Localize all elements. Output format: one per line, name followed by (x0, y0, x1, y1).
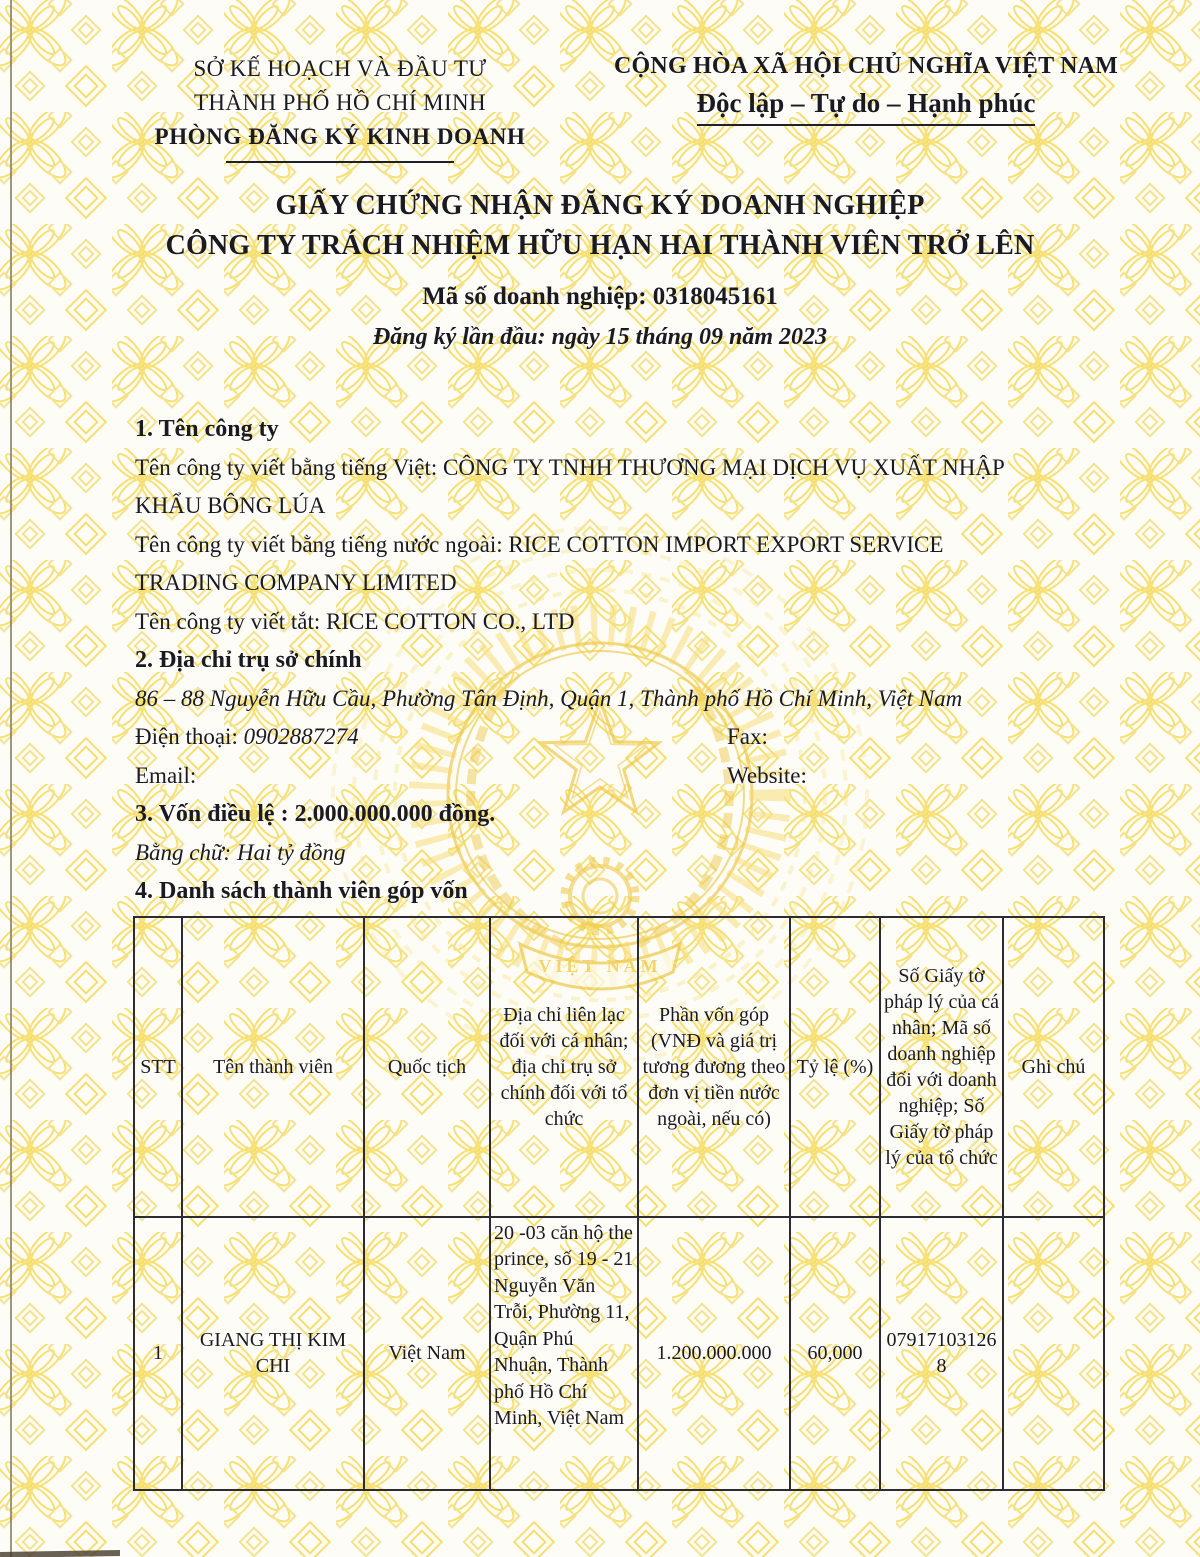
member-nationality: Việt Nam (364, 1217, 490, 1490)
certificate-title-block (0, 186, 1200, 351)
company-name-short-label: Tên công ty viết tắt: (135, 608, 326, 634)
company-name-foreign-label: Tên công ty viết bằng tiếng nước ngoài: (135, 531, 509, 557)
certificate-title-line2: CÔNG TY TRÁCH NHIỆM HỮU HẠN HAI THÀNH VIÊN TRỞ LÊN (165, 230, 1035, 261)
motto-underline (697, 124, 1035, 126)
national-title: CỘNG HÒA XÃ HỘI CHỦ NGHĨA VIỆT NAM (614, 53, 1118, 79)
national-motto: Độc lập – Tự do – Hạnh phúc (696, 88, 1036, 118)
company-name-vietnamese (135, 449, 1017, 526)
charter-capital-value: 2.000.000.000 đồng. (294, 801, 496, 827)
section1-heading: 1. Tên công ty (135, 416, 279, 442)
members-table-header-row (134, 917, 1104, 1217)
email-website-row (135, 757, 1017, 796)
issuer-city: THÀNH PHỐ HỒ CHÍ MINH (193, 90, 487, 115)
member-stt: 1 (134, 1217, 182, 1490)
phone-value: 0902887274 (243, 724, 359, 749)
issuing-authority-block (138, 52, 542, 163)
member-capital: 1.200.000.000 (638, 1217, 790, 1490)
member-legal-id: 079171031268 (880, 1217, 1003, 1490)
col-header-stt: STT (134, 917, 182, 1217)
member-notes (1003, 1217, 1104, 1490)
head-office-address: 86 – 88 Nguyễn Hữu Cầu, Phường Tân Định, Quận 1, Thành phố Hồ Chí Minh, Việt Nam (135, 685, 963, 711)
col-header-notes: Ghi chú (1003, 917, 1104, 1217)
email-label: Email: (135, 762, 197, 788)
charter-capital-label: 3. Vốn điều lệ : (135, 801, 295, 827)
scan-corner-shadow (0, 1550, 120, 1557)
website-label: Website: (727, 762, 807, 788)
certificate-title-line1: GIẤY CHỨNG NHẬN ĐĂNG KÝ DOANH NGHIỆP (275, 190, 925, 221)
fax-label: Fax: (727, 724, 768, 749)
certificate-body (135, 410, 1105, 1491)
col-header-capital-contribution: Phần vốn góp (VNĐ và giá trị tương đương theo đơn vị tiền nước ngoài, nếu có) (638, 917, 790, 1217)
company-name-short-value: RICE COTTON CO., LTD (325, 608, 575, 634)
col-header-contact-address: Địa chỉ liên lạc đối với cá nhân; địa chỉ trụ sở chính đối với tổ chức (490, 917, 638, 1217)
phone-fax-row (135, 718, 1017, 757)
company-name-foreign (135, 526, 1017, 603)
section2-heading: 2. Địa chỉ trụ sở chính (135, 647, 362, 673)
emblem-ribbon-label: VIỆT NAM (538, 956, 662, 976)
col-header-nationality: Quốc tịch (364, 917, 490, 1217)
first-registration-date: Đăng ký lần đầu: ngày 15 tháng 09 năm 2023 (372, 324, 828, 350)
issuer-department: SỞ KẾ HOẠCH VÀ ĐẦU TƯ (193, 56, 487, 81)
section4-heading: 4. Danh sách thành viên góp vốn (135, 878, 468, 904)
company-name-vi-value: CÔNG TY TNHH THƯƠNG MẠI DỊCH VỤ XUẤT NHẬP KHẨU BÔNG LÚA (135, 454, 1004, 518)
company-name-short (135, 603, 1017, 642)
enterprise-code: Mã số doanh nghiệp: 0318045161 (422, 283, 778, 310)
company-name-vi-label: Tên công ty viết bằng tiếng Việt: (135, 454, 443, 480)
national-header-block (608, 50, 1124, 126)
members-table (133, 916, 1105, 1491)
company-name-foreign-value: RICE COTTON IMPORT EXPORT SERVICE TRADING COMPANY LIMITED (135, 531, 944, 595)
issuer-office: PHÒNG ĐĂNG KÝ KINH DOANH (154, 124, 526, 149)
col-header-member-name: Tên thành viên (182, 917, 364, 1217)
member-address: 20 -03 căn hộ the prince, số 19 - 21 Nguyễn Văn Trỗi, Phường 11, Quận Phú Nhuận, Thành phố Hồ Chí Minh, Việt Nam (490, 1217, 638, 1490)
issuer-underline (226, 161, 454, 163)
col-header-ratio: Tỷ lệ (%) (790, 917, 880, 1217)
col-header-legal-id: Số Giấy tờ pháp lý của cá nhân; Mã số doanh nghiệp đối với doanh nghiệp; Số Giấy tờ pháp lý của tổ chức (880, 917, 1003, 1217)
charter-capital-in-words: Bằng chữ: Hai tỷ đồng (135, 839, 346, 865)
phone-label: Điện thoại: (135, 724, 244, 749)
member-name: GIANG THỊ KIM CHI (182, 1217, 364, 1490)
member-ratio: 60,000 (790, 1217, 880, 1490)
section3-heading (135, 795, 1017, 834)
member-row (134, 1217, 1104, 1490)
